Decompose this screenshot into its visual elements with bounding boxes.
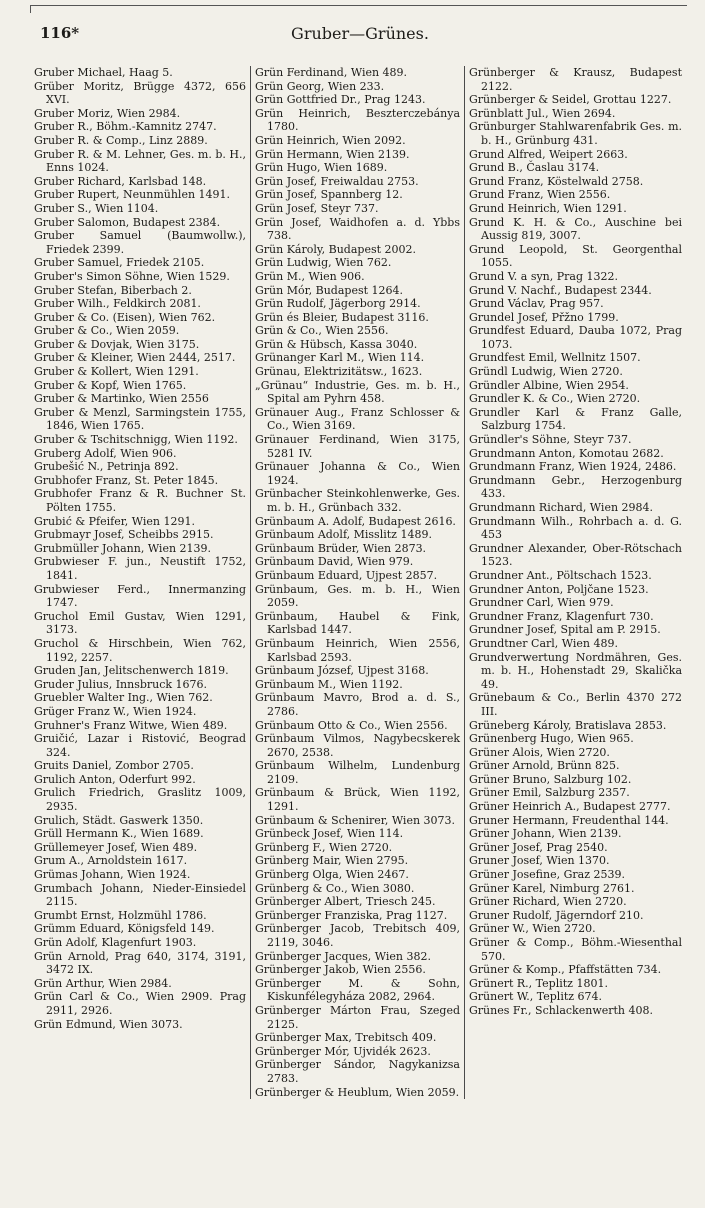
directory-entry: Grubmüller Johann, Wien 2139. (34, 541, 212, 555)
directory-entry: Gruber R. & M. Lehner, Ges. m. b. H., Enns 1024. (34, 147, 246, 175)
directory-entry: Grünbaum Adolf, Misslitz 1489. (255, 528, 432, 542)
directory-entry: Grünbaum David, Wien 979. (255, 555, 414, 569)
directory-entry: Grünbaum, Haubel & Fink, Karlsbad 1447. (255, 609, 460, 637)
directory-entry: Grundfest Eduard, Dauba 1072, Prag 1073. (469, 324, 682, 351)
directory-entry: Grün & Hübsch, Kassa 3040. (255, 337, 418, 351)
directory-entry: Gruder Julius, Innsbruck 1676. (34, 677, 208, 691)
directory-entry: Grünbaum József, Ujpest 3168. (255, 664, 429, 678)
directory-entry: Gruits Daniel, Zombor 2705. (34, 759, 194, 773)
column-middle (250, 66, 464, 1099)
directory-entry: Grum A., Arnoldstein 1617. (34, 854, 188, 868)
directory-entry: Grünberger Márton Frau, Szeged 2125. (255, 1003, 460, 1031)
directory-entry: Grundner Josef, Spital am P. 2915. (469, 623, 661, 637)
directory-entry: Grün Adolf, Klagenfurt 1903. (34, 936, 197, 949)
directory-entry: Gruber Samuel, Friedek 2105. (34, 256, 205, 270)
directory-entry: Gruner Josef, Wien 1370. (469, 854, 610, 868)
directory-entry: Grünauer Johanna & Co., Wien 1924. (255, 460, 460, 487)
top-rule-tick (30, 5, 31, 13)
directory-entry: Grün Edmund, Wien 3073. (34, 1017, 183, 1031)
directory-entry: Grün Heinrich, Wien 2092. (255, 133, 406, 147)
directory-entry: Grünauer Ferdinand, Wien 3175, 5281 IV. (255, 433, 460, 460)
directory-entry: Grünberger Albert, Triesch 245. (255, 895, 436, 909)
directory-entry: Grün Arnold, Prag 640, 3174, 3191, 3472 IX. (34, 949, 246, 977)
directory-entry: Gruber & Menzl, Sarmingstein 1755, 1846, Wien 1765. (34, 405, 246, 433)
column-left (34, 66, 250, 1099)
directory-entry: Grünes Fr., Schlackenwerth 408. (469, 1003, 653, 1017)
directory-entry: Grünau, Elektrizitätsw., 1623. (255, 365, 423, 379)
directory-entry: Gruber Moriz, Wien 2984. (34, 106, 181, 120)
directory-entry: Grund V. Nachf., Budapest 2344. (469, 283, 652, 297)
directory-entry: Gruber Rupert, Neunmühlen 1491. (34, 188, 231, 202)
directory-entry: Grün Hugo, Wien 1689. (255, 161, 388, 175)
directory-entry: Grund B., Časlau 3174. (469, 161, 600, 175)
directory-entry: Grüner Josef, Prag 2540. (469, 840, 608, 854)
directory-entry: Grün M., Wien 906. (255, 269, 365, 283)
directory-entry: Gruber R. & Comp., Linz 2889. (34, 133, 208, 147)
directory-entry: Grulich Friedrich, Graslitz 1009, 2935. (34, 786, 246, 814)
directory-entry: Grüner Alois, Wien 2720. (469, 745, 610, 759)
directory-entry: Grünauer Aug., Franz Schlosser & Co., Wien 3169. (255, 405, 460, 433)
directory-entry: Grulich Anton, Oderfurt 992. (34, 772, 196, 786)
directory-entry: Grünbaum Wilhelm, Lundenburg 2109. (255, 759, 460, 786)
directory-entry: Grüner Johann, Wien 2139. (469, 827, 622, 841)
directory-entry: Grubhofer Franz, St. Peter 1845. (34, 473, 219, 487)
directory-entry: „Grünau“ Industrie, Ges. m. b. H., Spital am Pyhrn 458. (255, 378, 460, 406)
directory-entry: Grundmann Anton, Komotau 2682. (469, 446, 664, 460)
directory-entry: Grünberger & Seidel, Grottau 1227. (469, 93, 672, 107)
directory-entry: Grün Hermann, Wien 2139. (255, 147, 410, 161)
directory-entry: Grün Josef, Spannberg 12. (255, 188, 403, 202)
directory-entry: Grün Mór, Budapest 1264. (255, 283, 404, 297)
directory-entry: Gründler's Söhne, Steyr 737. (469, 433, 632, 447)
directory-entry: Grün Heinrich, Beszterczebánya 1780. (255, 106, 460, 134)
directory-entry: Grundtner Carl, Wien 489. (469, 636, 618, 650)
directory-entry: Gruner Hermann, Freudenthal 144. (469, 813, 669, 827)
page-number: 116* (40, 24, 80, 42)
directory-entry: Grün & Co., Wien 2556. (255, 324, 389, 338)
directory-entry: Grünburger Stahlwarenfabrik Ges. m. b. H., Grünburg 431. (469, 120, 682, 147)
directory-entry: Grünblatt Jul., Wien 2694. (469, 106, 616, 120)
directory-entry: Grüllemeyer Josef, Wien 489. (34, 840, 198, 854)
directory-entry: Gruber & Co., Wien 2059. (34, 324, 180, 338)
directory-entry: Grünberger Jacques, Wien 382. (255, 949, 431, 963)
column-right (464, 66, 686, 1099)
directory-entry: Grumbt Ernst, Holzmühl 1786. (34, 908, 207, 922)
directory-entry: Gruchol & Hirschbein, Wien 762, 1192, 2257. (34, 636, 246, 664)
directory-entry: Grüber Moritz, Brügge 4372, 656 XVI. (34, 79, 246, 107)
directory-entry: Grünberger & Heublum, Wien 2059. (255, 1085, 460, 1099)
directory-entry: Grünberg Mair, Wien 2795. (255, 854, 409, 868)
directory-entry: Grünberger M. & Sohn, Kiskunfélegyháza 2082, 2964. (255, 976, 460, 1004)
directory-entry: Gruber's Simon Söhne, Wien 1529. (34, 269, 230, 283)
directory-entry: Grund Alfred, Weipert 2663. (469, 147, 628, 161)
directory-entry: Grünberg & Co., Wien 3080. (255, 881, 415, 895)
directory-entry: Grüner & Komp., Pfaffstätten 734. (469, 963, 662, 977)
directory-entry: Gruber S., Wien 1104. (34, 201, 159, 215)
directory-entry: Gruebler Walter Ing., Wien 762. (34, 691, 213, 705)
directory-entry: Grundmann Richard, Wien 2984. (469, 501, 654, 514)
directory-entry: Grünbaum M., Wien 1192. (255, 677, 403, 691)
directory-entry: Grünbaum & Schenirer, Wien 3073. (255, 813, 456, 827)
directory-entry: Gruner Rudolf, Jägerndorf 210. (469, 908, 644, 922)
directory-entry: Grümas Johann, Wien 1924. (34, 868, 191, 882)
directory-entry: Grünbeck Josef, Wien 114. (255, 827, 404, 841)
directory-entry: Grund V. a syn, Prag 1322. (469, 269, 619, 283)
directory-entry: Grün Ludwig, Wien 762. (255, 256, 392, 270)
directory-entry: Gruhner's Franz Witwe, Wien 489. (34, 718, 228, 732)
directory-entry: Grünberger Mór, Ujvidék 2623. (255, 1044, 431, 1058)
directory-entry: Grüner Arnold, Brünn 825. (469, 759, 620, 773)
directory-entry: Grün Ferdinand, Wien 489. (255, 66, 408, 79)
directory-entry: Gruber Wilh., Feldkirch 2081. (34, 297, 201, 311)
directory-entry: Grüner & Comp., Böhm.-Wiesenthal 570. (469, 936, 682, 963)
directory-entry: Grünberg Olga, Wien 2467. (255, 868, 409, 882)
directory-entry: Grüner Heinrich A., Budapest 2777. (469, 800, 671, 814)
directory-entry: Gruber Michael, Haag 5. (34, 66, 173, 79)
page-header (34, 10, 686, 52)
directory-entry: Grund Heinrich, Wien 1291. (469, 201, 627, 215)
directory-entry: Gruber & Martinko, Wien 2556 (34, 392, 209, 406)
directory-entry: Grüneberg Károly, Bratislava 2853. (469, 718, 667, 732)
directory-entry: Grün Károly, Budapest 2002. (255, 242, 417, 256)
directory-entry: Grundverwertung Nordmähren, Ges. m. b. H., Hohenstadt 29, Skalička 49. (469, 650, 682, 691)
directory-entry: Grünberger & Krausz, Budapest 2122. (469, 66, 682, 93)
top-rule (30, 5, 687, 6)
directory-entry: Grundner Anton, Poljčane 1523. (469, 582, 649, 596)
directory-entry: Grünert W., Teplitz 674. (469, 990, 603, 1004)
directory-entry: Grünenberg Hugo, Wien 965. (469, 732, 634, 746)
directory-entry: Grubhofer Franz & R. Buchner St. Pölten 1755. (34, 487, 246, 514)
directory-entry: Grünbaum Heinrich, Wien 2556, Karlsbad 2593. (255, 636, 460, 664)
directory-entry: Grüner Bruno, Salzburg 102. (469, 772, 632, 786)
directory-entry: Grünbaum, Ges. m. b. H., Wien 2059. (255, 582, 460, 610)
directory-entry: Grundmann Gebr., Herzogenburg 433. (469, 473, 682, 501)
directory-entry: Gruber Richard, Karlsbad 148. (34, 174, 207, 188)
directory-entry: Grünbaum Otto & Co., Wien 2556. (255, 718, 448, 732)
directory-entry: Gruber & Kleiner, Wien 2444, 2517. (34, 351, 236, 365)
directory-entry: Grünberger Franziska, Prag 1127. (255, 908, 448, 922)
directory-entry: Grubić & Pfeifer, Wien 1291. (34, 514, 195, 528)
directory-entry: Grund Václav, Prag 957. (469, 297, 604, 311)
directory-entry: Grün és Bleier, Budapest 3116. (255, 310, 429, 324)
directory-entry: Grümm Eduard, Königsfeld 149. (34, 922, 215, 936)
directory-entry: Grün Arthur, Wien 2984. (34, 976, 172, 990)
directory-entry: Gruber & Kollert, Wien 1291. (34, 365, 199, 379)
running-title: Gruber—Grünes. (291, 24, 429, 43)
directory-entry: Gruber Stefan, Biberbach 2. (34, 283, 192, 297)
directory-entry: Grund Franz, Wien 2556. (469, 188, 611, 202)
directory-entry: Grubwieser Ferd., Innermanzing 1747. (34, 582, 246, 610)
directory-entry: Grünebaum & Co., Berlin 4370 272 III. (469, 691, 682, 718)
directory-entry: Grundler Karl & Franz Galle, Salzburg 1754. (469, 405, 682, 433)
directory-entry: Grundner Franz, Klagenfurt 730. (469, 609, 654, 623)
directory-entry: Grün Carl & Co., Wien 2909. Prag 2911, 2926. (34, 990, 246, 1017)
directory-entry: Gruber & Dovjak, Wien 3175. (34, 337, 200, 351)
directory-entry: Gründl Ludwig, Wien 2720. (469, 365, 623, 379)
directory-entry: Gruber & Kopf, Wien 1765. (34, 378, 187, 392)
directory-entry: Grün Gottfried Dr., Prag 1243. (255, 93, 426, 107)
directory-entry: Gruden Jan, Jelitschenwerch 1819. (34, 664, 229, 678)
directory-entry: Grünbaum A. Adolf, Budapest 2616. (255, 514, 456, 528)
directory-entry: Gruberg Adolf, Wien 906. (34, 446, 177, 460)
entry-columns (34, 66, 686, 1099)
directory-entry: Grumbach Johann, Nieder-Einsiedel 2115. (34, 881, 246, 909)
directory-entry: Grüger Franz W., Wien 1924. (34, 704, 197, 718)
directory-entry: Grundmann Franz, Wien 1924, 2486. (469, 460, 677, 474)
directory-entry: Grulich, Städt. Gaswerk 1350. (34, 813, 204, 827)
directory-entry: Gruičić, Lazar i Ristović, Beograd 324. (34, 732, 246, 759)
directory-entry: Grundner Ant., Pöltschach 1523. (469, 568, 652, 582)
directory-entry: Grüner Richard, Wien 2720. (469, 895, 627, 909)
directory-entry: Grün Rudolf, Jägerborg 2914. (255, 297, 421, 311)
directory-entry: Gruber Salomon, Budapest 2384. (34, 215, 221, 229)
directory-entry: Grünbaum Eduard, Ujpest 2857. (255, 568, 438, 582)
directory-entry: Grünbaum Mavro, Brod a. d. S., 2786. (255, 691, 460, 718)
directory-entry: Grundfest Emil, Wellnitz 1507. (469, 351, 641, 365)
directory-entry: Grünberger Sándor, Nagykanizsa 2783. (255, 1058, 460, 1085)
directory-entry: Grünert R., Teplitz 1801. (469, 976, 608, 990)
directory-entry: Grundel Josef, Přžno 1799. (469, 310, 619, 324)
directory-entry: Grün Georg, Wien 233. (255, 79, 385, 93)
directory-entry: Grund K. H. & Co., Auschine bei Aussig 819, 3007. (469, 215, 682, 243)
directory-entry: Grubmayr Josef, Scheibbs 2915. (34, 528, 214, 542)
directory-entry: Grünbaum Vilmos, Nagybecskerek 2670, 2538. (255, 732, 460, 759)
directory-entry: Grünberger Jakob, Wien 2556. (255, 963, 426, 977)
directory-entry: Grünberger Max, Trebitsch 409. (255, 1031, 437, 1045)
directory-entry: Grund Leopold, St. Georgenthal 1055. (469, 242, 682, 270)
directory-entry: Grüner Emil, Salzburg 2357. (469, 786, 630, 800)
directory-entry: Gruber R., Böhm.-Kamnitz 2747. (34, 120, 217, 134)
directory-entry: Gruchol Emil Gustav, Wien 1291, 3173. (34, 609, 246, 637)
directory-entry: Gruber & Tschitschnigg, Wien 1192. (34, 433, 238, 447)
directory-entry: Grundner Alexander, Ober-Rötschach 1523. (469, 541, 682, 569)
directory-entry: Grün Josef, Steyr 737. (255, 201, 379, 215)
directory-entry: Grünberg F., Wien 2720. (255, 840, 393, 854)
directory-entry: Grünbaum & Brück, Wien 1192, 1291. (255, 786, 460, 814)
directory-entry: Grüner Karel, Nimburg 2761. (469, 881, 635, 895)
directory-entry: Grundmann Wilh., Rohrbach a. d. G. 453 (469, 514, 682, 542)
directory-entry: Grünbacher Steinkohlenwerke, Ges. m. b. H., Grünbach 332. (255, 487, 460, 514)
directory-entry: Grundner Carl, Wien 979. (469, 596, 614, 610)
directory-entry: Grüner W., Wien 2720. (469, 922, 596, 936)
directory-entry: Grünberger Jacob, Trebitsch 409, 2119, 3046. (255, 922, 460, 949)
directory-entry: Grundler K. & Co., Wien 2720. (469, 392, 641, 406)
directory-entry: Gruber Samuel (Baumwollw.), Friedek 2399. (34, 229, 246, 256)
directory-entry: Grubwieser F. jun., Neustift 1752, 1841. (34, 555, 246, 582)
directory-entry: Grün Josef, Waidhofen a. d. Ybbs 738. (255, 215, 460, 243)
directory-entry: Gruber & Co. (Eisen), Wien 762. (34, 310, 216, 324)
directory-entry: Grüner Josefine, Graz 2539. (469, 868, 625, 882)
directory-entry: Grünbaum Brüder, Wien 2873. (255, 541, 427, 555)
directory-entry: Grünanger Karl M., Wien 114. (255, 351, 425, 365)
directory-entry: Grüll Hermann K., Wien 1689. (34, 827, 204, 841)
directory-entry: Gründler Albine, Wien 2954. (469, 378, 629, 392)
directory-entry: Grubešić N., Petrinja 892. (34, 460, 179, 474)
directory-entry: Grund Franz, Köstelwald 2758. (469, 174, 644, 188)
directory-entry: Grün Josef, Freiwaldau 2753. (255, 174, 419, 188)
